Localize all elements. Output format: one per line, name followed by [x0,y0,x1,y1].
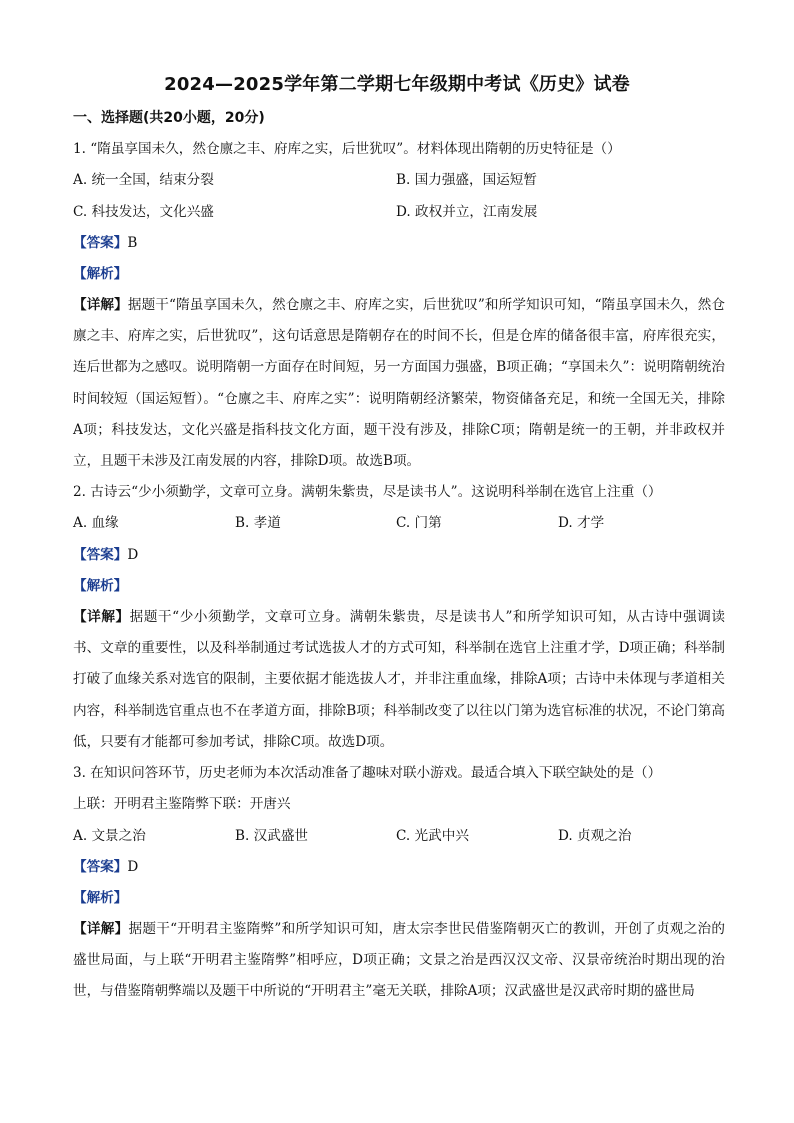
section-heading: 一、选择题(共20小题，20分) [73,110,265,126]
q1-option-c: C. 科技发达，文化兴盛 [73,204,214,220]
analysis-label: 【解析】 [73,578,128,594]
q3-answer: D [127,859,139,875]
detail-label: 【详解】 [73,921,129,937]
detail-label: 【详解】 [73,297,128,313]
q1-detail [73,290,725,477]
q3-option-c: C. 光武中兴 [396,828,469,844]
q1-answer-line [73,233,137,253]
question-1-stem: 1. “隋虽享国未久，然仓廪之丰、府库之实，后世犹叹”。材料体现出隋朝的历史特征是（） [73,141,621,157]
analysis-label: 【解析】 [73,266,128,282]
detail-label: 【详解】 [73,609,130,625]
answer-label: 【答案】 [73,235,128,251]
q3-detail [73,914,725,1008]
question-3-stem: 3. 在知识问答环节，历史老师为本次活动准备了趣味对联小游戏。最适合填入下联空缺处的是（） [73,765,662,781]
q1-analysis-label [73,264,127,284]
q2-detail-text: 据题干“少小须勤学，文章可立身。满朝朱紫贵，尽是读书人”和所学知识可知，从古诗中强调读书、文章的重要性，以及科举制通过考试选拔人才的方式可知，科举制在选官上注重才学，D项正确；科举制打破了血缘关系对选官的限制，主要依据才能选拔人才，并非注重血缘，排除A项；古诗中未体现与孝道相关内容，科举制选官重点也不在孝道方面，排除B项；科举制改变了以往以门第为选官标准的状况，不论门第高低，只要有才能都可参加考试，排除C项。故选D项。 [73,609,725,750]
q2-option-c: C. 门第 [396,515,442,531]
q2-option-d: D. 才学 [558,515,605,531]
q2-option-b: B. 孝道 [235,515,281,531]
q3-analysis-label [73,888,127,908]
q3-answer-line [73,857,138,877]
answer-label: 【答案】 [73,547,128,563]
q1-option-d: D. 政权并立，江南发展 [396,204,538,220]
question-2-stem: 2. 古诗云“少小须勤学，文章可立身。满朝朱紫贵，尽是读书人”。这说明科举制在选官上注重（） [73,484,662,500]
q1-answer: B [127,235,138,251]
q1-option-a: A. 统一全国，结束分裂 [73,172,214,188]
answer-label: 【答案】 [73,859,128,875]
q2-answer-line [73,545,138,565]
q2-analysis-label [73,576,127,596]
q3-option-d: D. 贞观之治 [558,828,632,844]
q3-detail-text: 据题干“开明君主鉴隋弊”和所学知识可知，唐太宗李世民借鉴隋朝灭亡的教训，开创了贞观之治的盛世局面，与上联“开明君主鉴隋弊”相呼应，D项正确；文景之治是西汉汉文帝、汉景帝统治时期出现的治世，与借鉴隋朝弊端以及题干中所说的“开明君主”毫无关联，排除A项；汉武盛世是汉武帝时期的盛世局 [73,921,725,1000]
q3-couplet: 上联：开明君主鉴隋弊下联：开唐兴 [73,796,291,812]
q1-option-b: B. 国力强盛，国运短暂 [396,172,537,188]
q3-option-b: B. 汉武盛世 [235,828,309,844]
q2-option-a: A. 血缘 [73,515,119,531]
q3-option-a: A. 文景之治 [73,828,146,844]
q1-detail-text: 据题干“隋虽享国未久，然仓廪之丰、府库之实，后世犹叹”和所学知识可知，“隋虽享国未久，然仓廪之丰、府库之实，后世犹叹”，这句话意思是隋朝存在的时间不长，但是仓库的储备很丰富，府库很充实，连后世都为之感叹。说明隋朝一方面存在时间短，另一方面国力强盛，B项正确；“享国未久”：说明隋朝统治时间较短（国运短暂）。“仓廪之丰、府库之实”：说明隋朝经济繁荣，物资储备充足，和统一全国无关，排除A项；科技发达，文化兴盛是指科技文化方面，题干没有涉及，排除C项；隋朝是统一的王朝，并非政权并立，且题干未涉及江南发展的内容，排除D项。故选B项。 [73,297,726,470]
q2-detail [73,602,725,758]
page-title: 2024—2025学年第二学期七年级期中考试《历史》试卷 [164,74,630,95]
analysis-label: 【解析】 [73,890,128,906]
q2-answer: D [127,547,139,563]
